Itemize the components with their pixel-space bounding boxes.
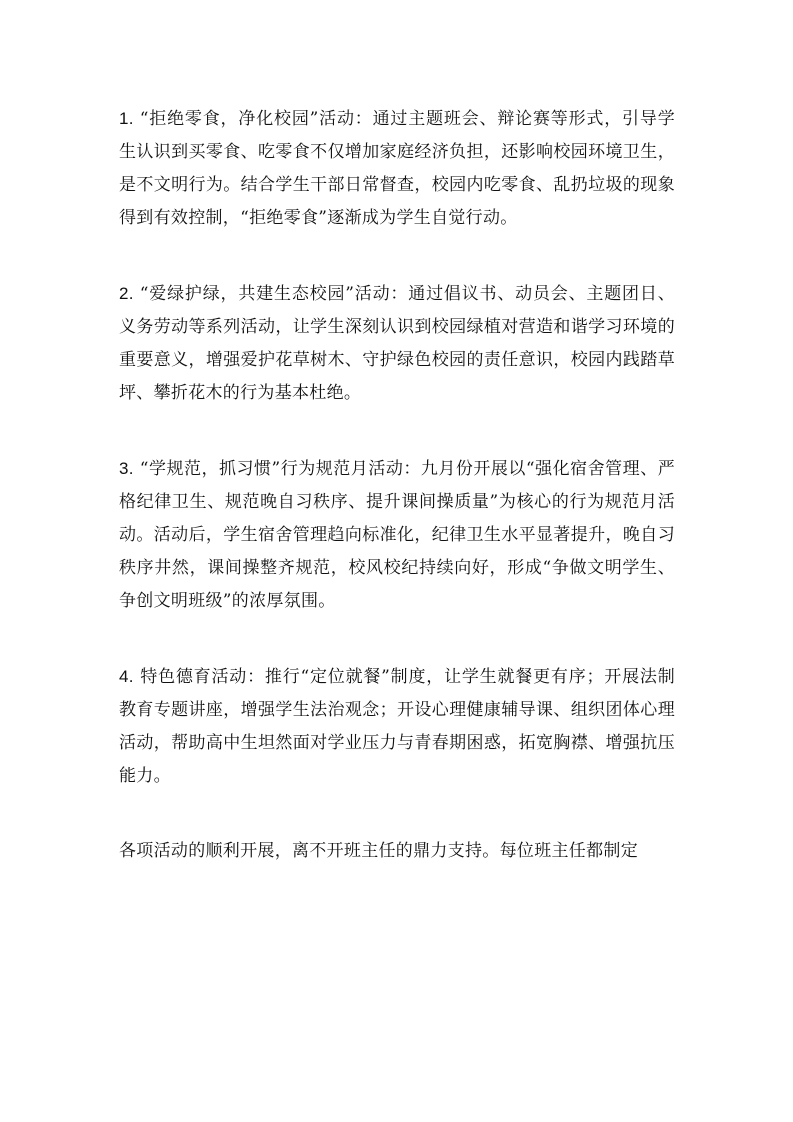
paragraph-number: 4. xyxy=(119,667,134,686)
paragraph-text: “学规范，抓习惯”行为规范月活动：九月份开展以“强化宿舍管理、严格纪律卫生、规范晚自习秩序、提升课间操质量”为核心的行为规范月活动。活动后，学生宿舍管理趋向标准化，纪律卫生水平显著提升，晚自习秩序井然，课间操整齐规范，校风校纪持续向好，形成“争做文明学生、争创文明班级”的浓厚氛围。 xyxy=(119,459,675,611)
paragraph-5 xyxy=(119,835,675,868)
paragraph-number: 3. xyxy=(119,459,134,478)
paragraph-4 xyxy=(119,660,675,793)
paragraph-number: 2. xyxy=(119,284,134,303)
paragraph-text: “拒绝零食，净化校园”活动：通过主题班会、辩论赛等形式，引导学生认识到买零食、吃零食不仅增加家庭经济负担，还影响校园环境卫生，是不文明行为。结合学生干部日常督查，校园内吃零食、乱扔垃圾的现象得到有效控制，“拒绝零食”逐渐成为学生自觉行动。 xyxy=(119,109,675,228)
paragraph-text: “爱绿护绿，共建生态校园”活动：通过倡议书、动员会、主题团日、义务劳动等系列活动，让学生深刻认识到校园绿植对营造和谐学习环境的重要意义，增强爱护花草树木、守护绿色校园的责任意识，校园内践踏草坪、攀折花木的行为基本杜绝。 xyxy=(119,284,675,403)
paragraph-3 xyxy=(119,452,675,618)
paragraph-number: 1. xyxy=(119,109,134,128)
document-body xyxy=(119,102,675,910)
paragraph-text: 特色德育活动：推行“定位就餐”制度，让学生就餐更有序；开展法制教育专题讲座，增强学生法治观念；开设心理健康辅导课、组织团体心理活动，帮助高中生坦然面对学业压力与青春期困惑，拓宽胸襟、增强抗压能力。 xyxy=(119,667,675,786)
paragraph-1 xyxy=(119,102,675,235)
paragraph-text: 各项活动的顺利开展，离不开班主任的鼎力支持。每位班主任都制定 xyxy=(119,841,638,861)
paragraph-2 xyxy=(119,277,675,410)
